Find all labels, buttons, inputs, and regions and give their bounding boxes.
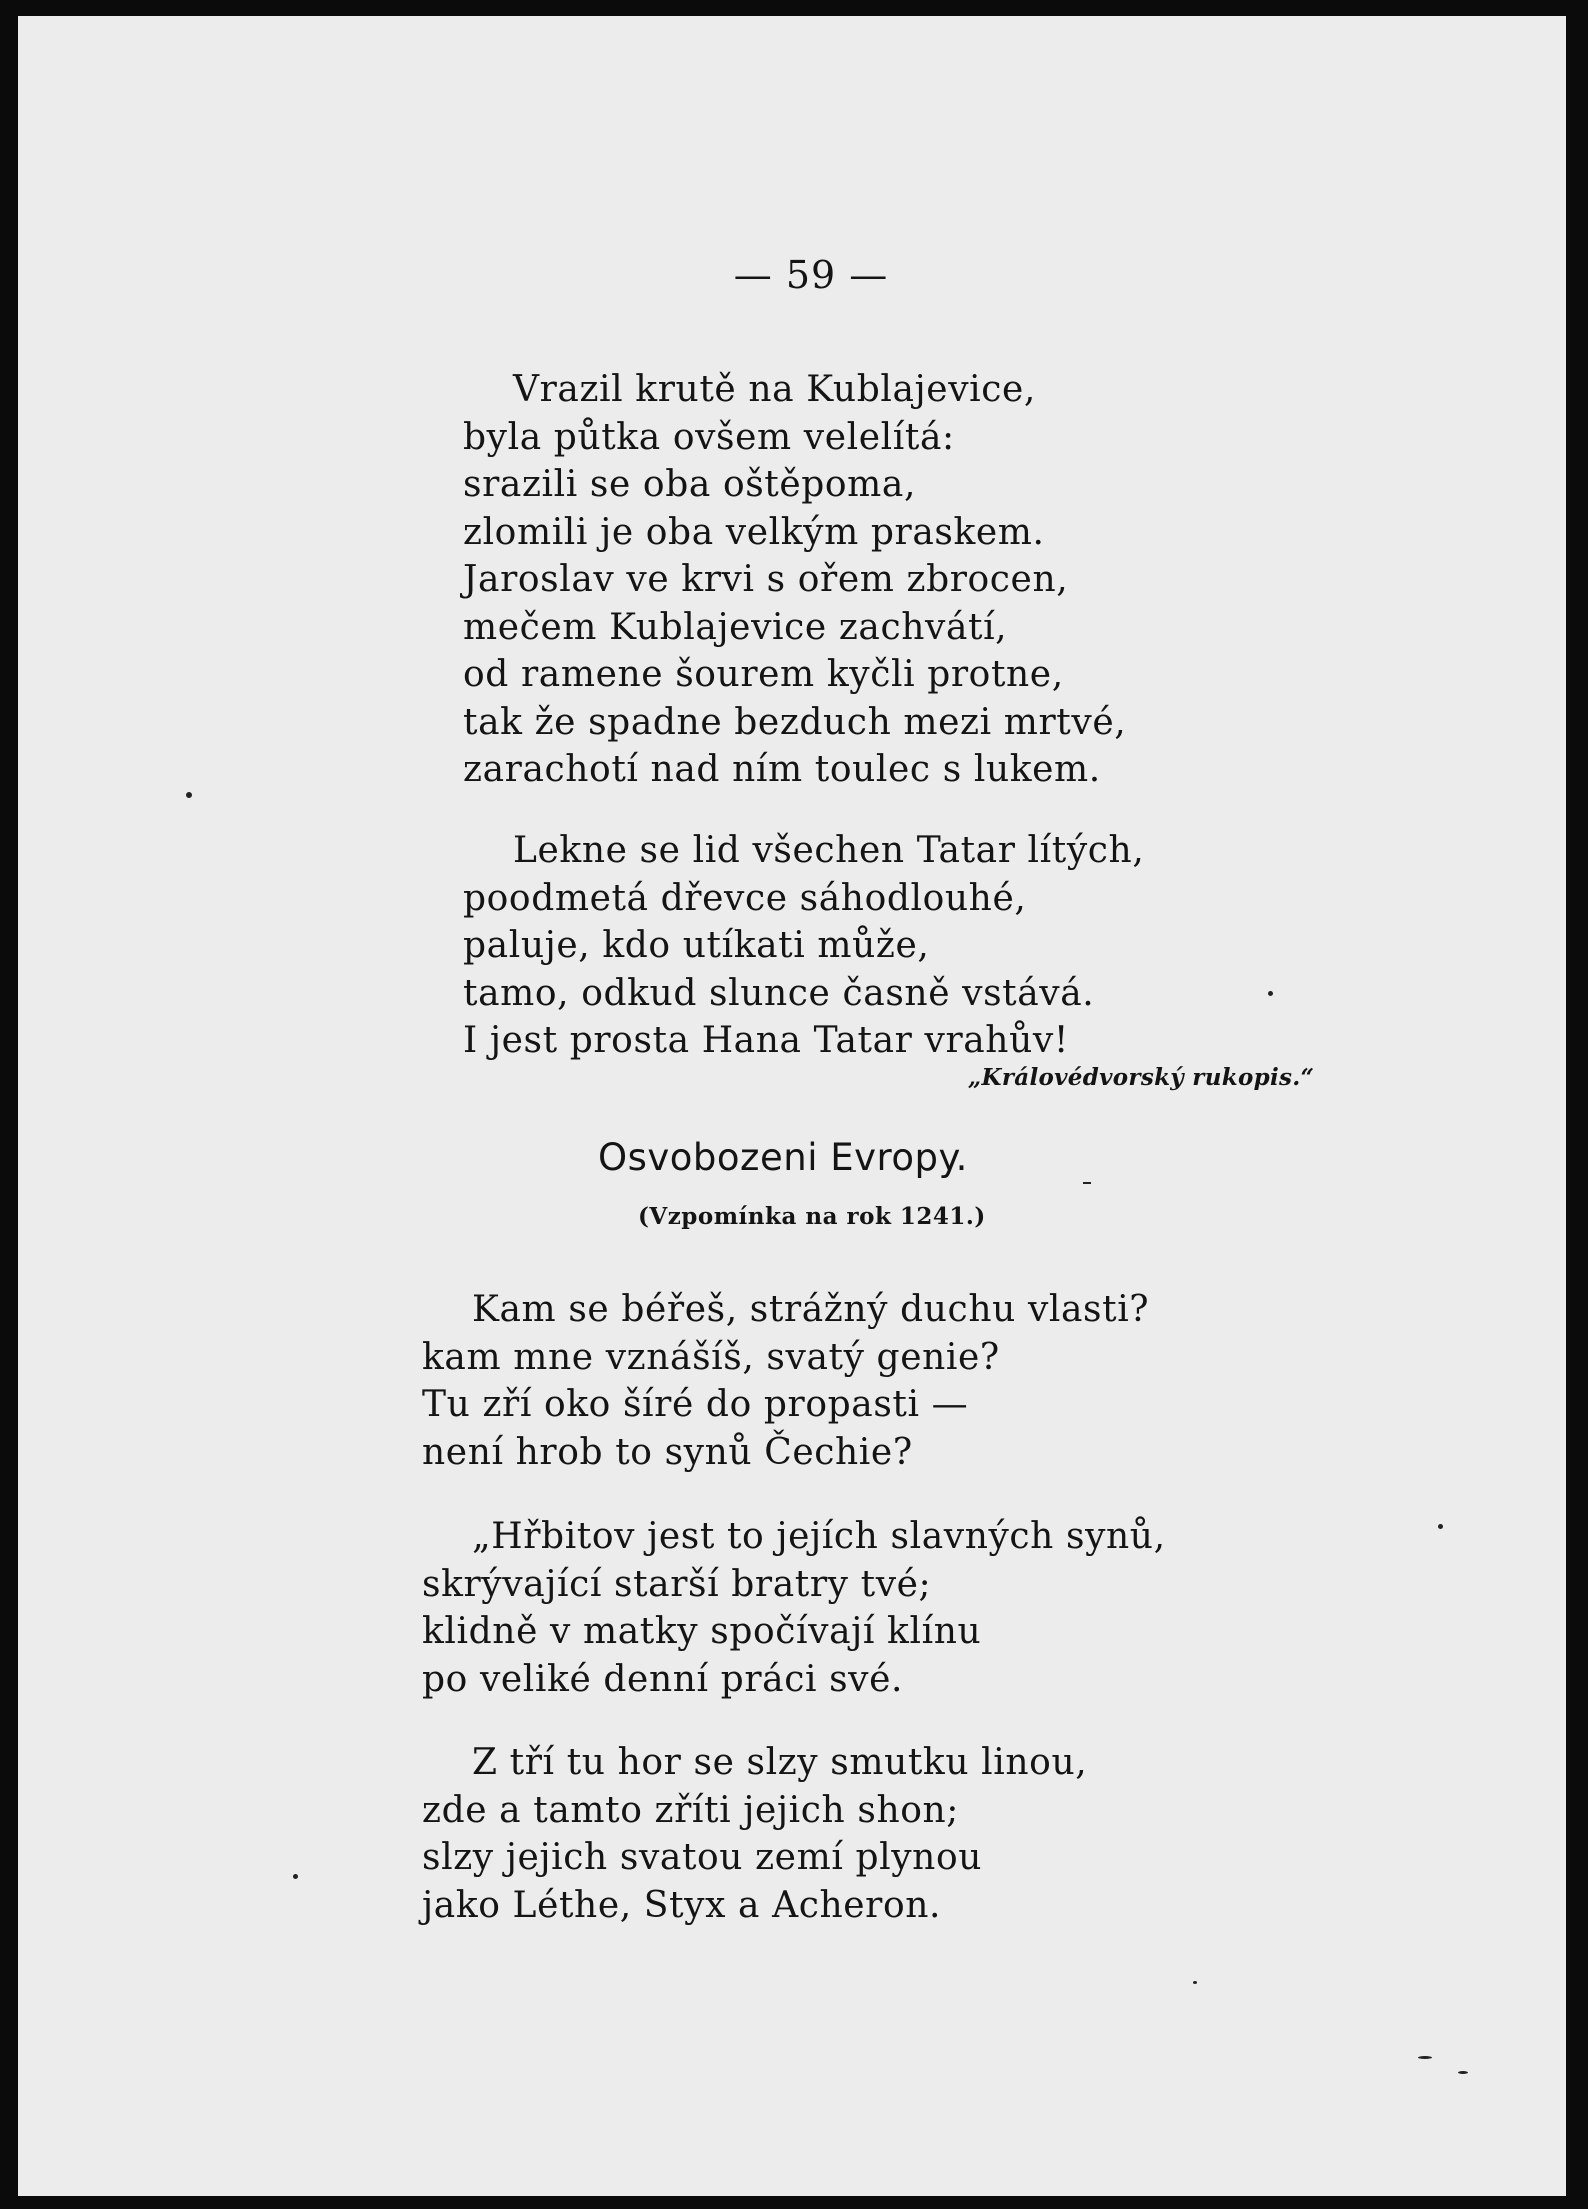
verse-line: slzy jejich svatou zemí plynou <box>422 1837 983 1878</box>
poem-stanza-2 <box>422 1513 1166 1703</box>
verse-line: zde a tamto zříti jejich shon; <box>422 1789 960 1831</box>
verse-line: po veliké denní práci své. <box>422 1658 904 1700</box>
verse-line: Jaroslav ve krvi s ořem zbrocen, <box>463 559 1069 600</box>
verse-line: Z tří tu hor se slzy smutku linou, <box>472 1742 1088 1783</box>
poem-subtitle: (Vzpomínka na rok 1241.) <box>638 1203 986 1230</box>
verse-line: jako Léthe, Styx a Acheron. <box>422 1884 942 1926</box>
book-page <box>18 16 1566 2196</box>
scan-speck <box>1083 1182 1091 1184</box>
verse-line: paluje, kdo utíkati může, <box>463 925 930 966</box>
poem-title: Osvobozeni Evropy. <box>598 1136 968 1179</box>
verse-line: zarachotí nad ním toulec s lukem. <box>463 749 1101 790</box>
verse-line: Vrazil krutě na Kublajevice, <box>513 369 1036 410</box>
verse-line: od ramene šourem kyčli protne, <box>463 654 1064 695</box>
verse-line: není hrob to synů Čechie? <box>422 1431 913 1473</box>
scan-speck <box>1268 991 1273 996</box>
poem-stanza-1 <box>422 1286 1149 1476</box>
verse-line: byla půtka ovšem velelítá: <box>463 416 955 458</box>
verse-line: kam mne vznášíš, svatý genie? <box>422 1336 1000 1378</box>
page-number: — 59 — <box>733 253 889 297</box>
scan-speck <box>1193 1981 1197 1984</box>
verse-line: srazili se oba oštěpoma, <box>463 464 917 505</box>
verse-line: mečem Kublajevice zachvátí, <box>463 606 1008 648</box>
stanza-2 <box>463 827 1144 1065</box>
verse-line: Lekne se lid všechen Tatar lítých, <box>513 830 1145 871</box>
verse-line: klidně v matky spočívají klínu <box>422 1611 982 1652</box>
stanza-1 <box>463 366 1126 794</box>
poem-stanza-3 <box>422 1739 1087 1929</box>
verse-line: Tu zří oko šíré do propasti — <box>422 1384 969 1425</box>
scan-speck <box>1418 2056 1432 2059</box>
verse-line: „Hřbitov jest to jejích slavných synů, <box>472 1516 1166 1557</box>
scan-speck <box>293 1874 298 1879</box>
verse-line: poodmetá dřevce sáhodlouhé, <box>463 877 1027 919</box>
verse-line: Kam se béřeš, strážný duchu vlasti? <box>472 1289 1150 1330</box>
verse-line: zlomili je oba velkým praskem. <box>463 511 1045 553</box>
verse-line: skrývající starší bratry tvé; <box>422 1563 932 1605</box>
verse-line: tamo, odkud slunce časně vstává. <box>463 972 1095 1014</box>
verse-line: I jest prosta Hana Tatar vrahův! <box>463 1020 1069 1061</box>
source-attribution: „Královédvorský rukopis.“ <box>968 1064 1315 1091</box>
scan-speck <box>1438 1524 1443 1529</box>
scan-speck <box>1458 2071 1468 2074</box>
verse-line: tak že spadne bezduch mezi mrtvé, <box>463 701 1127 743</box>
scan-speck <box>186 792 192 798</box>
